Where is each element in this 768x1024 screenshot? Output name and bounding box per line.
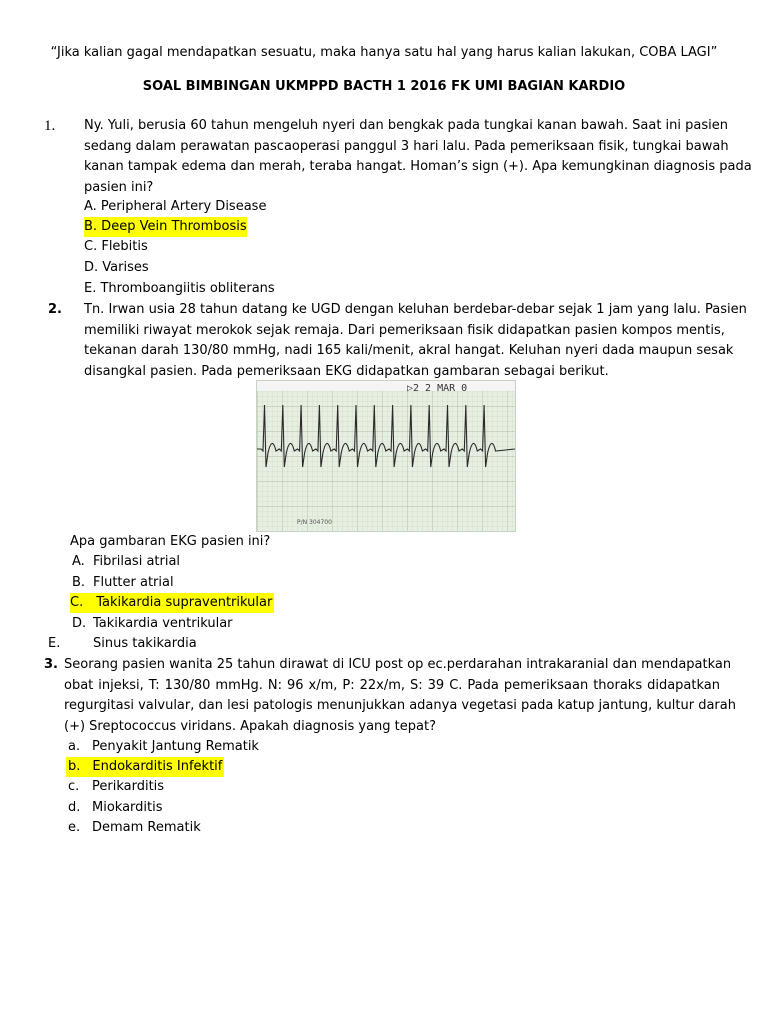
- question-1-number: 1.: [44, 118, 56, 134]
- q3-option-b-letter: b.: [68, 759, 81, 774]
- q3-option-a: Penyakit Jantung Rematik: [92, 739, 259, 754]
- question-1-line: sedang dalam perawatan pascaoperasi panggul 3 hari lalu. Pada pemeriksaan fisik, tungkai bawah: [84, 138, 729, 154]
- q1-option-e: E. Thromboangiitis obliterans: [84, 281, 275, 296]
- question-3-line: (+) Sreptococcus viridans. Apakah diagnosis yang tepat?: [64, 719, 436, 735]
- question-2-text: [84, 300, 747, 383]
- q2-option-b: Flutter atrial: [93, 575, 174, 590]
- ecg-header-band: [257, 381, 515, 391]
- q3-option-e: Demam Rematik: [92, 820, 201, 835]
- q3-option-b-answer: [66, 757, 224, 777]
- q2-option-a: Fibrilasi atrial: [93, 554, 181, 569]
- ecg-graph: [257, 381, 515, 531]
- question-2-line: tekanan darah 130/80 mmHg, nadi 165 kali/menit, akral hangat. Keluhan nyeri dada maupun sesak: [84, 343, 734, 359]
- ecg-grid: [257, 381, 515, 531]
- question-2-prompt: Apa gambaran EKG pasien ini?: [70, 534, 271, 549]
- q2-option-c-answer: [70, 593, 274, 613]
- q3-option-d: Miokarditis: [92, 800, 163, 815]
- q2-option-e: Sinus takikardia: [93, 636, 197, 651]
- question-1-text: [84, 116, 752, 199]
- question-2-line: memiliki riwayat merokok sejak remaja. Dari pemeriksaan fisik didapatkan pasien kompos mentis,: [84, 322, 725, 338]
- q1-option-a: A. Peripheral Artery Disease: [84, 199, 267, 214]
- q1-option-b-answer: B. Deep Vein Thrombosis: [84, 217, 247, 237]
- question-1-line: kanan tampak edema dan merah, teraba hangat. Homan’s sign (+). Apa kemungkinan diagnosis pada: [84, 159, 752, 175]
- q2-option-c-letter: C.: [70, 595, 84, 610]
- q3-option-d-letter: d.: [68, 800, 81, 815]
- question-3-line: regurgitasi valvular, dan lesi patologis menunjukkan adanya vegetasi pada katup jantung, kultur darah: [64, 698, 736, 714]
- q2-option-b-letter: B.: [72, 575, 86, 590]
- q3-option-c: Perikarditis: [92, 779, 165, 794]
- question-3-text: [64, 655, 736, 738]
- q3-option-e-letter: e.: [68, 820, 81, 835]
- q2-option-d: Takikardia ventrikular: [93, 616, 233, 631]
- q2-option-e-letter: E.: [48, 636, 61, 651]
- page-title: SOAL BIMBINGAN UKMPPD BACTH 1 2016 FK UMI BAGIAN KARDIO: [142, 79, 626, 94]
- q1-option-d: D. Varises: [84, 260, 149, 275]
- ecg-date-label: ▷2 2 MAR 0: [407, 383, 468, 394]
- question-3-number: 3.: [44, 657, 58, 672]
- question-2-line: Tn. Irwan usia 28 tahun datang ke UGD dengan keluhan berdebar-debar sejak 1 jam yang lalu. Pasien: [84, 302, 747, 317]
- q2-option-c: Takikardia supraventrikular: [96, 595, 273, 610]
- question-3-line: Seorang pasien wanita 25 tahun dirawat di ICU post op ec.perdarahan intrakaranial dan mendapatkan: [64, 657, 732, 672]
- q2-option-d-letter: D.: [72, 616, 87, 631]
- question-1-line: Ny. Yuli, berusia 60 tahun mengeluh nyeri dan bengkak pada tungkai kanan bawah. Saat ini pasien: [84, 118, 728, 133]
- q3-option-a-letter: a.: [68, 739, 81, 754]
- question-3-line: obat injeksi, T: 130/80 mmHg. N: 96 x/m, P: 22x/m, S: 39 C. Pada pemeriksaan thoraks didapatkan: [64, 677, 720, 693]
- question-2-line: disangkal pasien. Pada pemeriksaan EKG didapatkan gambaran sebagai berikut.: [84, 364, 609, 380]
- question-1-line: pasien ini?: [84, 180, 154, 196]
- q2-option-a-letter: A.: [72, 554, 85, 569]
- question-2-number: 2.: [48, 302, 62, 317]
- ecg-part-number: P/N 304700: [297, 519, 332, 526]
- ecg-strip-image: [256, 380, 516, 532]
- q3-option-c-letter: c.: [68, 779, 80, 794]
- q3-option-b: Endokarditis Infektif: [92, 759, 223, 774]
- q1-option-c: C. Flebitis: [84, 239, 148, 254]
- motivational-quote: “Jika kalian gagal mendapatkan sesuatu, maka hanya satu hal yang harus kalian lakukan, COBA LAGI”: [50, 45, 718, 60]
